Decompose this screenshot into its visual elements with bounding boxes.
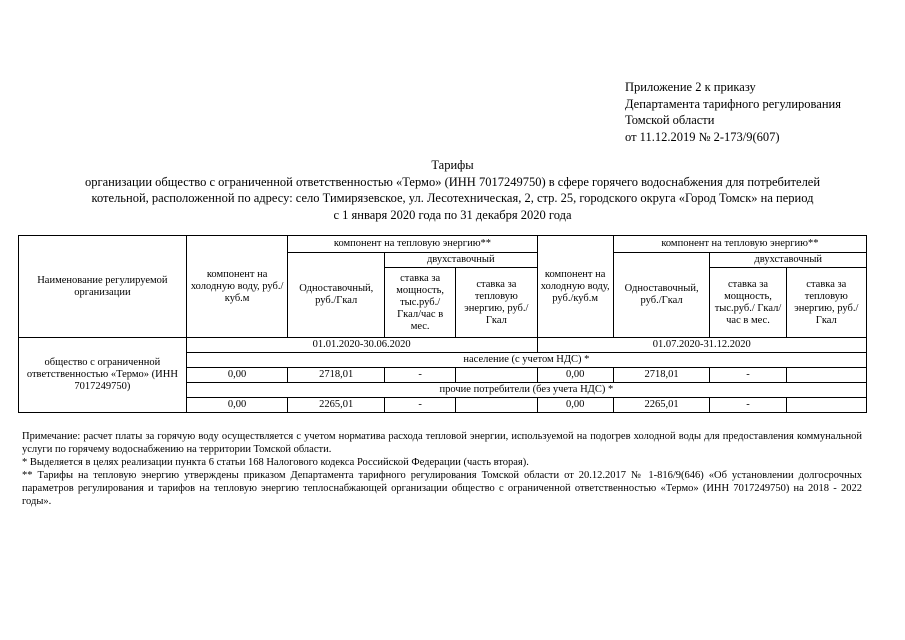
table-cell: 2718,01: [613, 368, 710, 383]
note-general: Примечание: расчет платы за горячую воду осуществляется с учетом норматива расхода тепловой энергии, используемой на подогрев холодной воды для предоставления коммунальной услуги по горячему водоснабжению на территории Томской области.: [22, 431, 862, 455]
note-single-asterisk: * Выделяется в целях реализации пункта 6 статьи 168 Налогового кодекса Российской Федерации (часть вторая).: [22, 457, 529, 468]
header-capacity-rate-1: ставка за мощность, тыс.руб./ Гкал/час в мес.: [385, 268, 456, 338]
header-energy-rate-1: ставка за тепловую энергию, руб./Гкал: [456, 268, 537, 338]
table-cell: -: [710, 398, 786, 413]
table-cell: -: [385, 398, 456, 413]
organization-cell: общество с ограниченной ответственностью «Термо» (ИНН 7017249750): [19, 338, 187, 413]
document-heading: [20, 157, 885, 223]
header-capacity-rate-2: ставка за мощность, тыс.руб./ Гкал/час в мес.: [710, 268, 786, 338]
appendix-line-3: Томской области: [625, 113, 715, 127]
header-single-rate-1: Одноставочный, руб./Гкал: [288, 253, 385, 338]
table-cell: 0,00: [537, 398, 613, 413]
table-cell: 0,00: [186, 398, 288, 413]
header-two-rate-2: двухставочный: [710, 253, 867, 268]
notes-block: [22, 430, 862, 508]
period-2: 01.07.2020-31.12.2020: [537, 338, 866, 353]
header-thermal-group-2: компонент на тепловую энергию**: [613, 236, 866, 253]
heading-line-2: котельной, расположенной по адресу: село Тимирязевское, ул. Лесотехническая, 2, стр. 25, городского округа «Город Томск» на период: [91, 191, 814, 205]
header-thermal-group-1: компонент на тепловую энергию**: [288, 236, 537, 253]
group-other-consumers: прочие потребители (без учета НДС) *: [186, 383, 866, 398]
table-cell: 0,00: [537, 368, 613, 383]
document-title: Тарифы: [431, 158, 474, 172]
header-cold-water-2: компонент на холодную воду, руб./куб.м: [537, 236, 613, 338]
appendix-line-2: Департамента тарифного регулирования: [625, 96, 841, 111]
header-org-name: Наименование регулируемой организации: [19, 236, 187, 338]
table-cell: [456, 368, 537, 383]
appendix-block: [625, 79, 895, 145]
table-cell: [786, 398, 866, 413]
heading-line-1: организации общество с ограниченной ответственностью «Термо» (ИНН 7017249750) в сфере горячего водоснабжения для потребителей: [84, 174, 821, 189]
heading-line-3: с 1 января 2020 года по 31 декабря 2020 года: [333, 207, 572, 222]
table-cell: 2265,01: [613, 398, 710, 413]
header-energy-rate-2: ставка за тепловую энергию, руб./Гкал: [786, 268, 866, 338]
header-single-rate-2: Одноставочный, руб./Гкал: [613, 253, 710, 338]
table-cell: 2718,01: [288, 368, 385, 383]
table-cell: 2265,01: [288, 398, 385, 413]
group-population: население (с учетом НДС) *: [186, 353, 866, 368]
period-1: 01.01.2020-30.06.2020: [186, 338, 537, 353]
appendix-line-1: Приложение 2 к приказу: [625, 80, 756, 94]
table-cell: 0,00: [186, 368, 288, 383]
note-double-asterisk: ** Тарифы на тепловую энергию утверждены приказом Департамента тарифного регулирования Томской области от 20.12.2017 № 1-816/9(646) «Об установлении долгосрочных параметров регулирования и тарифов на тепловую энергию теплоснабжающей организации общество с ограниченной ответственностью «Термо» (ИНН 7017249750) на 2018 - 2022 годы».: [22, 470, 862, 507]
table-cell: [456, 398, 537, 413]
table-cell: -: [385, 368, 456, 383]
table-cell: [786, 368, 866, 383]
header-two-rate-1: двухставочный: [385, 253, 538, 268]
tariff-table: [18, 235, 867, 413]
table-cell: -: [710, 368, 786, 383]
header-cold-water-1: компонент на холодную воду, руб./куб.м: [186, 236, 288, 338]
appendix-line-4: от 11.12.2019 № 2-173/9(607): [625, 129, 780, 144]
